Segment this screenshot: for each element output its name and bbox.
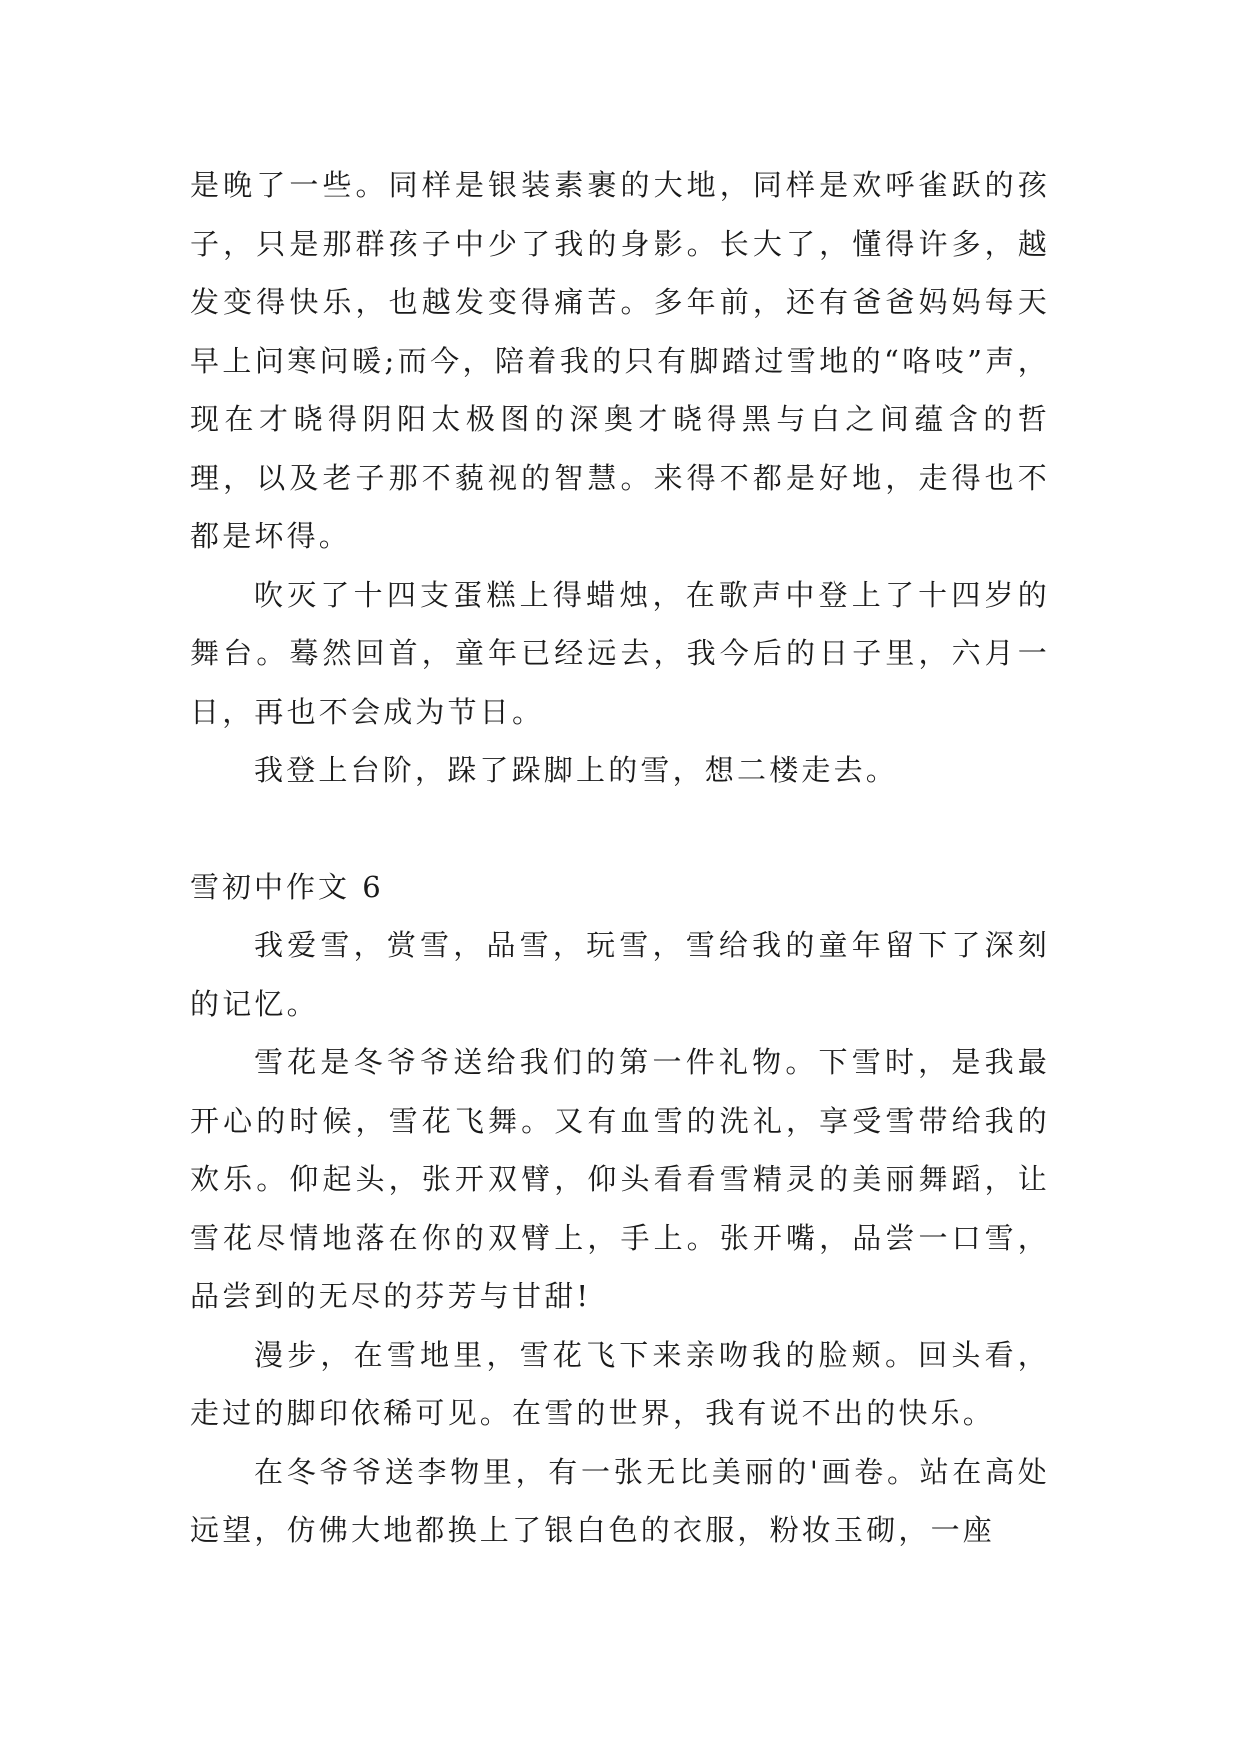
section-gap: [190, 800, 1050, 858]
paragraph: 在冬爷爷送李物里，有一张无比美丽的'画卷。站在高处远望，仿佛大地都换上了银白色的衣服，粉妆玉砌，一座: [190, 1454, 1050, 1547]
document-body: [190, 156, 1050, 1560]
paragraph: 吹灭了十四支蛋糕上得蜡烛，在歌声中登上了十四岁的舞台。蓦然回首，童年已经远去，我今后的日子里，六月一日，再也不会成为节日。: [190, 577, 1050, 729]
paragraph-continued: 是晚了一些。同样是银装素裹的大地，同样是欢呼雀跃的孩子，只是那群孩子中少了我的身影。长大了，懂得许多，越发变得快乐，也越发变得痛苦。多年前，还有爸爸妈妈每天早上问寒问暖;而今，陪着我的只有脚踏过雪地的“咯吱”声，现在才晓得阴阳太极图的深奥才晓得黑与白之间蕴含的哲理，以及老子那不藐视的智慧。来得不都是好地，走得也不都是坏得。: [190, 168, 1050, 553]
paragraph: 雪花是冬爷爷送给我们的第一件礼物。下雪时，是我最开心的时候，雪花飞舞。又有血雪的洗礼，享受雪带给我的欢乐。仰起头，张开双臂，仰头看看雪精灵的美丽舞蹈，让雪花尽情地落在你的双臂上，手上。张开嘴，品尝一口雪，品尝到的无尽的芬芳与甘甜!: [190, 1045, 1050, 1313]
paragraph: 漫步，在雪地里，雪花飞下来亲吻我的脸颊。回头看，走过的脚印依稀可见。在雪的世界，我有说不出的快乐。: [190, 1337, 1050, 1430]
paragraph: 我爱雪，赏雪，品雪，玩雪，雪给我的童年留下了深刻的记忆。: [190, 928, 1050, 1021]
section-title: 雪初中作文 6: [190, 869, 384, 904]
paragraph: 我登上台阶，跺了跺脚上的雪，想二楼走去。: [254, 753, 899, 787]
